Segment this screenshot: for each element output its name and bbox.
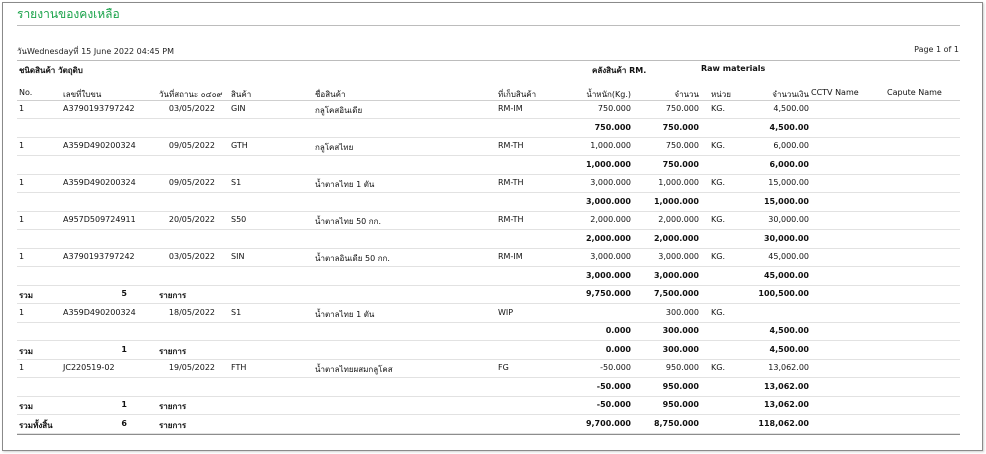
subtotal-row (17, 156, 960, 175)
cell-amount: 100,500.00 (758, 289, 809, 298)
cell-qty: 750.000 (662, 159, 699, 169)
cell-qty: 7,500.000 (653, 289, 699, 298)
table-header (17, 84, 960, 101)
cell-qty: 950.000 (662, 400, 699, 409)
table-row (17, 304, 960, 323)
col-weight: น้ำหนัก(Kg.) (586, 90, 631, 99)
cell-doc: JC220519-02 (63, 363, 115, 372)
cell-weight: 3,000.000 (590, 252, 631, 261)
summary-items-label: รายการ (159, 291, 187, 300)
summary-items-label: รายการ (159, 420, 187, 430)
cell-qty: 950.000 (665, 363, 699, 372)
summary-row (17, 285, 960, 304)
summary-label: รวม (19, 291, 34, 300)
summary-label: รวมทั้งสิ้น (19, 420, 53, 430)
warehouse-name: Raw materials (701, 64, 766, 73)
cell-amount: 4,500.00 (773, 104, 809, 113)
cell-qty: 3,000.000 (653, 270, 699, 280)
summary-row (17, 415, 960, 434)
col-capute: Capute Name (887, 88, 942, 97)
category-label: ชนิดสินค้า วัตถุดิบ (19, 66, 83, 75)
cell-no: 1 (19, 104, 25, 113)
cell-doc: A359D490200324 (63, 141, 136, 150)
summary-count: 5 (121, 289, 127, 298)
cell-qty: 300.000 (662, 326, 699, 335)
table-row (17, 137, 960, 156)
cell-unit: KG. (711, 307, 725, 317)
cell-no: 1 (19, 363, 25, 372)
cell-date: 03/05/2022 (168, 252, 215, 261)
cell-weight: 750.000 (594, 122, 631, 132)
table-row (17, 100, 960, 119)
cell-code: GIN (231, 104, 246, 113)
cell-code: FTH (231, 363, 247, 372)
cell-code: S1 (231, 307, 242, 317)
cell-weight: -50.000 (600, 363, 631, 372)
cell-weight: 2,000.000 (585, 233, 631, 243)
cell-qty: 300.000 (665, 307, 699, 317)
summary-count: 1 (121, 400, 127, 409)
cell-no: 1 (19, 141, 25, 150)
meta-divider (17, 60, 960, 61)
cell-date: 09/05/2022 (168, 141, 215, 150)
summary-row (17, 341, 960, 360)
cell-qty: 8,750.000 (653, 418, 699, 428)
cell-name: กลูโคสอินเดีย (315, 106, 363, 115)
cell-amount: 15,000.00 (763, 196, 809, 206)
print-date: วันWednesdayที่ 15 June 2022 04:45 PM (17, 47, 175, 56)
cell-doc: A3790193797242 (63, 104, 135, 113)
cell-doc: A3790193797242 (63, 252, 135, 261)
cell-weight: 0.000 (605, 326, 631, 335)
cell-code: S1 (231, 178, 242, 187)
col-no: No. (19, 88, 33, 97)
cell-amount: 15,000.00 (768, 178, 809, 187)
cell-weight: 1,000.000 (590, 141, 631, 150)
cell-weight: 2,000.000 (590, 215, 631, 224)
cell-amount: 6,000.00 (773, 141, 809, 150)
cell-weight: 0.000 (605, 344, 631, 354)
cell-amount: 13,062.00 (763, 400, 809, 409)
cell-no: 1 (19, 252, 25, 261)
cell-amount: 4,500.00 (769, 326, 809, 335)
subtotal-row (17, 267, 960, 286)
title-divider (17, 25, 960, 26)
table-row (17, 174, 960, 193)
cell-location: RM-IM (498, 252, 523, 261)
col-cctv: CCTV Name (811, 88, 859, 97)
summary-label: รวม (19, 402, 34, 411)
subtotal-row (17, 193, 960, 212)
summary-label: รวม (19, 346, 34, 356)
cell-date: 18/05/2022 (168, 307, 215, 317)
cell-amount: 13,062.00 (763, 381, 809, 391)
cell-amount: 118,062.00 (758, 418, 809, 428)
table-row (17, 211, 960, 230)
cell-amount: 4,500.00 (769, 344, 809, 354)
cell-amount: 30,000.00 (763, 233, 809, 243)
cell-doc: A359D490200324 (63, 178, 136, 187)
cell-date: 19/05/2022 (168, 363, 215, 372)
cell-doc: A359D490200324 (63, 307, 136, 317)
page-indicator: Page 1 of 1 (914, 45, 959, 54)
cell-weight: 750.000 (597, 104, 631, 113)
cell-amount: 4,500.00 (769, 122, 809, 132)
cell-weight: 9,700.000 (585, 418, 631, 428)
cell-unit: KG. (711, 178, 725, 187)
cell-name: น้ำตาลไทย 1 ตัน (315, 309, 375, 319)
subtotal-row (17, 119, 960, 138)
cell-name: น้ำตาลอินเดีย 50 กก. (315, 254, 390, 263)
cell-qty: 750.000 (665, 104, 699, 113)
cell-location: RM-TH (498, 215, 524, 224)
cell-name: น้ำตาลไทย 50 กก. (315, 217, 382, 226)
cell-date: 03/05/2022 (168, 104, 215, 113)
cell-qty: 2,000.000 (658, 215, 699, 224)
col-code: สินค้า (231, 90, 252, 99)
subtotal-row (17, 322, 960, 341)
cell-qty: 3,000.000 (658, 252, 699, 261)
cell-weight: 9,750.000 (585, 289, 631, 298)
cell-amount: 45,000.00 (768, 252, 809, 261)
cell-amount: 30,000.00 (768, 215, 809, 224)
cell-unit: KG. (711, 215, 725, 224)
cell-amount: 6,000.00 (769, 159, 809, 169)
subtotal-row (17, 378, 960, 397)
cell-no: 1 (19, 178, 25, 187)
cell-qty: 1,000.000 (658, 178, 699, 187)
cell-qty: 300.000 (662, 344, 699, 354)
cell-qty: 1,000.000 (653, 196, 699, 206)
cell-weight: 3,000.000 (585, 196, 631, 206)
cell-qty: 2,000.000 (653, 233, 699, 243)
col-qty: จำนวน (674, 90, 699, 99)
cell-amount: 13,062.00 (768, 363, 809, 372)
cell-unit: KG. (711, 141, 725, 150)
summary-items-label: รายการ (159, 402, 187, 411)
cell-weight: -50.000 (596, 381, 631, 391)
cell-date: 09/05/2022 (168, 178, 215, 187)
cell-weight: 3,000.000 (585, 270, 631, 280)
cell-location: RM-TH (498, 178, 524, 187)
cell-unit: KG. (711, 363, 725, 372)
report-bottom-line (17, 434, 960, 435)
cell-qty: 750.000 (662, 122, 699, 132)
cell-weight: -50.000 (596, 400, 631, 409)
cell-amount: 45,000.00 (763, 270, 809, 280)
cell-location: FG (498, 363, 509, 372)
cell-weight: 1,000.000 (585, 159, 631, 169)
col-doc: เลขที่ใบขน (63, 90, 102, 99)
cell-unit: KG. (711, 252, 725, 261)
cell-code: S50 (231, 215, 247, 224)
cell-doc: A957D509724911 (63, 215, 136, 224)
col-date: วันที่สถานะ ๐๔๐๙ (159, 90, 223, 99)
report-title: รายงานของคงเหลือ (17, 7, 120, 21)
subtotal-row (17, 230, 960, 249)
cell-location: RM-IM (498, 104, 523, 113)
col-location: ที่เก็บสินค้า (498, 90, 537, 99)
cell-no: 1 (19, 215, 25, 224)
cell-weight: 3,000.000 (590, 178, 631, 187)
cell-unit: KG. (711, 104, 725, 113)
table-row (17, 359, 960, 378)
cell-code: SIN (231, 252, 245, 261)
cell-name: น้ำตาลไทย 1 ตัน (315, 180, 375, 189)
cell-date: 20/05/2022 (168, 215, 215, 224)
warehouse-label: คลังสินค้า RM. (592, 66, 647, 75)
cell-qty: 750.000 (665, 141, 699, 150)
cell-location: RM-TH (498, 141, 524, 150)
summary-row (17, 396, 960, 415)
summary-count: 6 (121, 418, 127, 428)
cell-name: กลูโคสไทย (315, 143, 354, 152)
col-name: ชื่อสินค้า (315, 90, 346, 99)
cell-code: GTH (231, 141, 248, 150)
col-amount: จำนวนเงิน (772, 90, 809, 99)
cell-no: 1 (19, 307, 25, 317)
col-unit: หน่วย (711, 90, 731, 99)
summary-items-label: รายการ (159, 346, 187, 356)
table-row (17, 248, 960, 267)
cell-location: WIP (498, 307, 514, 317)
summary-count: 1 (121, 344, 127, 354)
cell-name: น้ำตาลไทยผสมกลูโคส (315, 365, 393, 374)
cell-qty: 950.000 (662, 381, 699, 391)
